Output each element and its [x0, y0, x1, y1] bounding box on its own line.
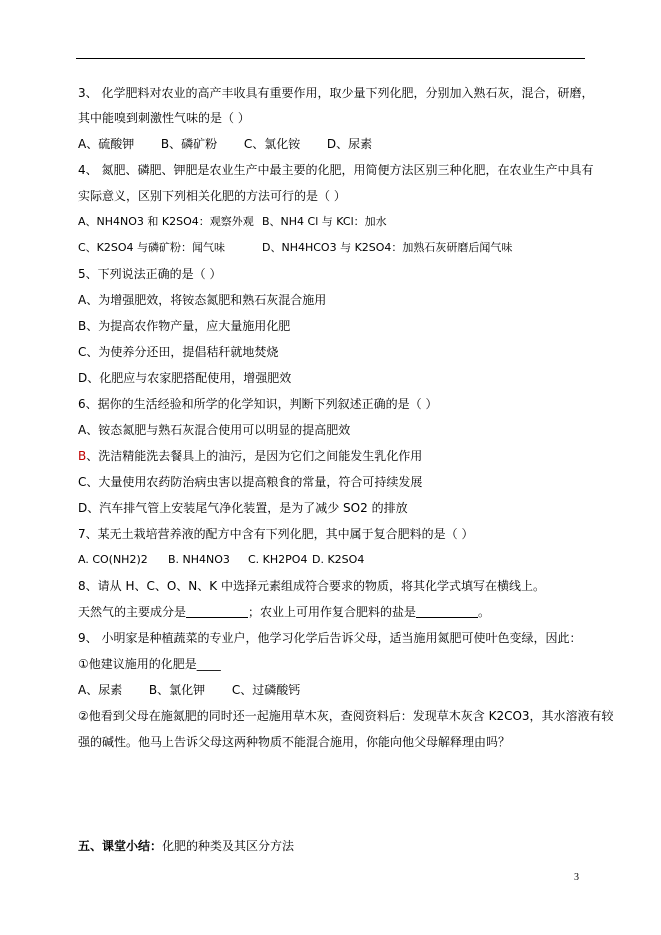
q8-blank-1[interactable] [186, 605, 248, 618]
q8-part2: ；农业上可用作复合肥料的盐是 [248, 605, 417, 619]
q3-line1: 3、 化学肥料对农业的高产丰收具有重要作用，取少量下列化肥，分别加入熟石灰，混合，研磨， [78, 86, 594, 100]
class-summary [78, 839, 294, 853]
header-rule [76, 58, 585, 59]
q3-line2: 其中能嗅到刺激性气味的是（ ） [78, 111, 250, 125]
q6-option-a: A、铵态氮肥与熟石灰混合使用可以明显的提高肥效 [78, 423, 351, 437]
q8-fill-line [78, 605, 490, 619]
q4-option-c: C、K2SO4 与磷矿粉：闻气味 [78, 241, 226, 254]
q7-option-a: A. CO(NH2)2 [78, 553, 148, 566]
q7-stem: 7、某无土栽培营养液的配方中含有下列化肥，其中属于复合肥料的是（ ） [78, 527, 474, 541]
q4-option-a: A、NH4NO3 和 K2SO4：观察外观 [78, 215, 254, 228]
q8-stem: 8、请从 H、C、O、N、K 中选择元素组成符合要求的物质，将其化学式填写在横线上。 [78, 579, 545, 593]
q4-option-d: D、NH4HCO3 与 K2SO4：加熟石灰研磨后闻气味 [262, 241, 513, 254]
summary-label: 五、课堂小结： [78, 839, 163, 853]
q4-option-b: B、NH4 Cl 与 KCl：加水 [262, 215, 387, 228]
q9-sub1: ①他建议施用的化肥是____ [78, 657, 221, 671]
q5-option-a: A、为增强肥效，将铵态氮肥和熟石灰混合施用 [78, 293, 327, 307]
page-number: 3 [574, 872, 579, 883]
q9-options: A、尿素 B、氯化钾 C、过磷酸钙 [78, 683, 301, 697]
q7-option-d: D. K2SO4 [312, 553, 365, 566]
q6-option-b [78, 449, 422, 463]
q9-sub2-line1: ②他看到父母在施氮肥的同时还一起施用草木灰，查阅资料后：发现草木灰含 K2CO3，其水溶液有较 [78, 709, 614, 723]
q7-option-c: C. KH2PO4 [248, 553, 308, 566]
summary-text: 化肥的种类及其区分方法 [162, 839, 295, 853]
q9-stem: 9、 小明家是种植蔬菜的专业户，他学习化学后告诉父母，适当施用氮肥可使叶色变绿，因此： [78, 631, 582, 645]
q5-option-b: B、为提高农作物产量，应大量施用化肥 [78, 319, 291, 333]
q6-option-b-text: 、洗洁精能洗去餐具上的油污，是因为它们之间能发生乳化作用 [86, 449, 423, 463]
q5-stem: 5、下列说法正确的是（ ） [78, 267, 222, 281]
q8-part1: 天然气的主要成分是 [78, 605, 187, 619]
q3-options: A、硫酸钾 B、磷矿粉 C、氯化铵 D、尿素 [78, 137, 373, 151]
q7-option-b: B. NH4NO3 [168, 553, 230, 566]
q6-option-b-letter: B [78, 449, 87, 463]
q4-line2: 实际意义，区别下列相关化肥的方法可行的是（ ） [78, 189, 346, 203]
q6-option-c: C、大量使用农药防治病虫害以提高粮食的常量，符合可持续发展 [78, 475, 423, 489]
q6-stem: 6、据你的生活经验和所学的化学知识，判断下列叙述正确的是（ ） [78, 397, 438, 411]
q9-sub2-line2: 强的碱性。他马上告诉父母这两种物质不能混合施用，你能向他父母解释理由吗？ [78, 735, 511, 749]
q5-option-c: C、为使养分还田，提倡秸秆就地焚烧 [78, 345, 279, 359]
q6-option-d: D、汽车排气管上安装尾气净化装置，是为了减少 SO2 的排放 [78, 501, 408, 515]
q4-line1: 4、 氮肥、磷肥、钾肥是农业生产中最主要的化肥，用简便方法区别三种化肥，在农业生产中具有 [78, 163, 594, 177]
q8-blank-2[interactable] [416, 605, 478, 618]
q8-end: 。 [478, 605, 491, 619]
q5-option-d: D、化肥应与农家肥搭配使用，增强肥效 [78, 371, 292, 385]
